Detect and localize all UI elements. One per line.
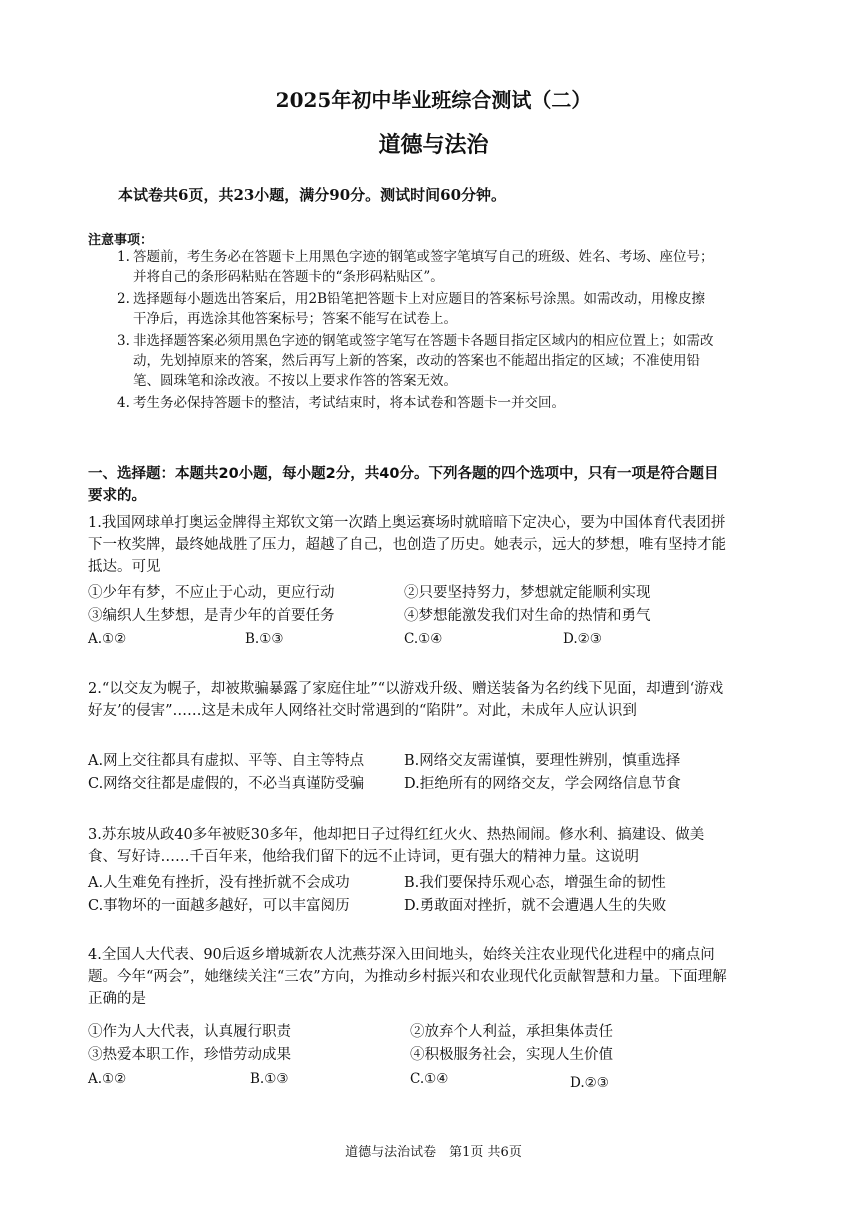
question-1-option-a: A.①② — [88, 631, 127, 647]
question-3-option-d: D.勇敢面对挫折，就不会遭遇人生的失败 — [404, 898, 667, 914]
exam-intro: 本试卷共6页，共23小题，满分90分。测试时间60分钟。 — [118, 186, 507, 204]
exam-title: 2025年初中毕业班综合测试（二） — [275, 88, 592, 112]
question-2-option-d: D.拒绝所有的网络交友，学会网络信息节食 — [404, 776, 681, 792]
question-3-option-c: C.事物坏的一面越多越好，可以丰富阅历 — [88, 898, 350, 914]
section-heading: 一、选择题：本题共20小题，每小题2分，共40分。下列各题的四个选项中，只有一项是符合题目要求的。 — [88, 466, 719, 504]
question-1-statement: ③编织人生梦想，是青少年的首要任务 — [88, 608, 335, 624]
question-1-statement: ①少年有梦，不应止于心动，更应行动 — [88, 585, 335, 601]
question-2-option-c: C.网络交往都是虚假的，不必当真谨防受骗 — [88, 776, 365, 792]
subject-title: 道德与法治 — [378, 132, 489, 158]
question-4-option-c: C.①④ — [410, 1071, 449, 1087]
notice-item — [117, 331, 717, 391]
question-3-stem: 3.苏东坡从政40多年被贬30多年，他却把日子过得红红火火、热热闹闹。修水利、搞建设、做美食、写好诗……千百年来，他给我们留下的远不止诗词，更有强大的精神力量。这说明 — [88, 827, 705, 865]
question-1-statement: ②只要坚持努力，梦想就定能顺利实现 — [404, 585, 651, 601]
notice-item-text: 答题前，考生务必在答题卡上用黑色字迹的钢笔或签字笔填写自己的班级、姓名、考场、座位号；并将自己的条形码粘贴在答题卡的“条形码粘贴区”。 — [133, 249, 714, 285]
question-4-option-a: A.①② — [88, 1071, 127, 1087]
notice-item-text: 考生务必保持答题卡的整洁，考试结束时，将本试卷和答题卡一并交回。 — [133, 395, 565, 411]
question-1-stem: 1.我国网球单打奥运金牌得主郑钦文第一次踏上奥运赛场时就暗暗下定决心，要为中国体育代表团拼下一枚奖牌，最终她战胜了压力，超越了自己，也创造了历史。她表示，远大的梦想，唯有坚持才能抵达。可见 — [88, 515, 726, 575]
question-4-option-b: B.①③ — [250, 1071, 289, 1087]
question-2-stem: 2.“以交友为幌子，却被欺骗暴露了家庭住址”“以游戏升级、赠送装备为名约线下见面，却遭到‘游戏好友’的侵害”……这是未成年人网络社交时常遇到的“陷阱”。对此，未成年人应认识到 — [88, 681, 724, 719]
question-3-option-b: B.我们要保持乐观心态，增强生命的韧性 — [404, 875, 666, 891]
notice-item-number: 3. — [117, 333, 130, 349]
notice-item-text: 非选择题答案必须用黑色字迹的钢笔或签字笔写在答题卡各题目指定区域内的相应位置上；如需改动，先划掉原来的答案，然后再写上新的答案，改动的答案也不能超出指定的区域；不准使用铅笔、圆珠笔和涂改液。不按以上要求作答的答案无效。 — [133, 333, 714, 389]
question-4-statement: ①作为人大代表，认真履行职责 — [88, 1024, 291, 1040]
notice-item-number: 2. — [117, 291, 130, 307]
question-4-statement: ③热爱本职工作，珍惜劳动成果 — [88, 1047, 291, 1063]
notice-item-text: 选择题每小题选出答案后，用2B铅笔把答题卡上对应题目的答案标号涂黑。如需改动，用橡皮擦干净后，再选涂其他答案标号；答案不能写在试卷上。 — [133, 291, 706, 327]
question-2-option-a: A.网上交往都具有虚拟、平等、自主等特点 — [88, 753, 365, 769]
question-4-stem: 4.全国人大代表、90后返乡增城新农人沈燕芬深入田间地头，始终关注农业现代化进程中的痛点问题。今年“两会”，她继续关注“三农”方向，为推动乡村振兴和农业现代化贡献智慧和力量。下面理解正确的是 — [88, 947, 727, 1007]
notice-item — [117, 289, 717, 329]
question-4-option-d: D.②③ — [570, 1075, 609, 1091]
question-1-option-d: D.②③ — [563, 631, 602, 647]
question-1-option-b: B.①③ — [245, 631, 284, 647]
notice-item-number: 1. — [117, 249, 130, 265]
notice-item-number: 4. — [117, 395, 130, 411]
page-footer: 道德与法治试卷 第1页 共6页 — [345, 1145, 522, 1160]
question-4-statement: ②放弃个人利益，承担集体责任 — [410, 1024, 613, 1040]
question-2-option-b: B.网络交友需谨慎，要理性辨别，慎重选择 — [404, 753, 681, 769]
notice-heading: 注意事项： — [88, 233, 154, 248]
notice-item — [117, 247, 717, 287]
question-1-statement: ④梦想能激发我们对生命的热情和勇气 — [404, 608, 651, 624]
question-1-option-c: C.①④ — [404, 631, 443, 647]
question-3-option-a: A.人生难免有挫折，没有挫折就不会成功 — [88, 875, 350, 891]
question-4-statement: ④积极服务社会，实现人生价值 — [410, 1047, 613, 1063]
notice-item — [117, 393, 717, 413]
